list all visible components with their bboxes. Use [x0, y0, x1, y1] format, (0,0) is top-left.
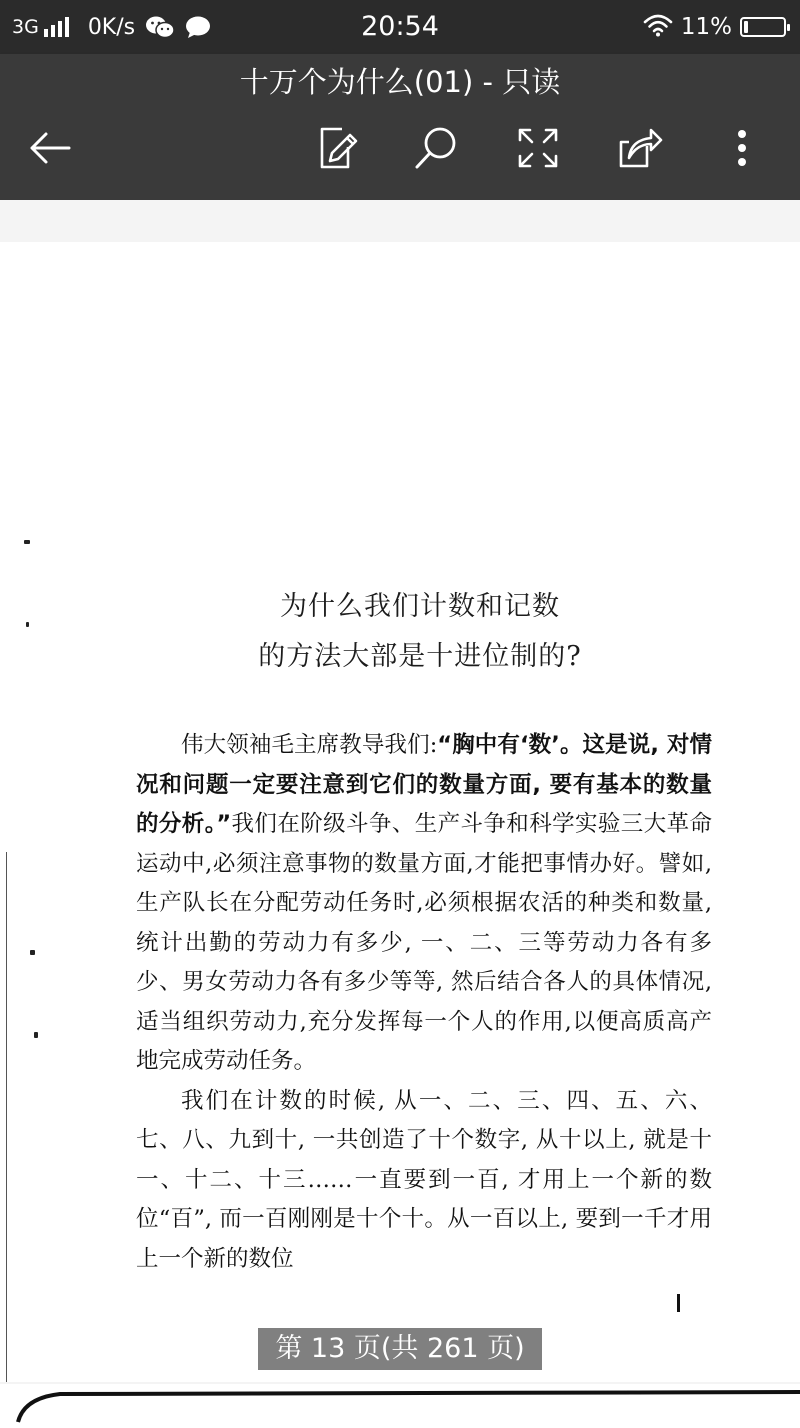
- chapter-title-line1: 为什么我们计数和记数: [280, 591, 560, 622]
- page-indicator: 第 13 页(共 261 页): [258, 1328, 542, 1370]
- back-arrow-icon: [27, 130, 73, 166]
- fullscreen-button[interactable]: [510, 120, 566, 176]
- scan-speck: [26, 622, 29, 627]
- annotate-button[interactable]: [308, 120, 364, 176]
- paragraph-1: [136, 726, 712, 1082]
- network-speed: 0K/s: [87, 14, 136, 40]
- back-button[interactable]: [22, 120, 78, 176]
- fullscreen-icon: [516, 126, 560, 170]
- edit-note-icon: [314, 125, 358, 171]
- paragraph-2: 我们在计数的时候, 从一、二、三、四、五、六、七、八、九到十, 一共创造了十个数字, 从十以上, 就是十一、十二、十三……一直要到一百, 才用上一个新的数位“百”, 而一百刚刚是十个十。从一百以上, 要到一千才用上一个新的数位: [136, 1087, 712, 1272]
- document-viewer[interactable]: [0, 200, 800, 1422]
- chapter-title-line2: 的方法大部是十进位制的?: [258, 641, 582, 672]
- scan-speck: [24, 540, 30, 544]
- status-right: [643, 12, 786, 42]
- scan-stroke: [0, 1384, 800, 1424]
- reader-toolbar: [0, 54, 800, 200]
- quote-bold: “胸中有‘数’。这是说, 对情况和问题一定要注意到它们的数量方面, 要有基本的数量的分析。”: [136, 732, 712, 837]
- wifi-icon: [643, 13, 673, 41]
- scan-speck: [34, 1032, 38, 1038]
- scan-mark: [677, 1294, 680, 1312]
- quote-intro: 伟大领袖毛主席教导我们:: [181, 732, 438, 758]
- more-options-button[interactable]: [714, 120, 770, 176]
- scan-speck: [30, 950, 35, 955]
- status-time: 20:54: [361, 11, 439, 42]
- document-page[interactable]: [0, 242, 800, 1382]
- document-title: 十万个为什么(01) - 只读: [239, 65, 561, 99]
- page-body: [136, 726, 712, 1279]
- share-icon: [617, 126, 663, 170]
- more-vertical-icon: [735, 128, 749, 168]
- status-bar: [0, 0, 800, 54]
- battery-level: [744, 21, 748, 33]
- search-icon: [413, 125, 459, 171]
- battery-icon: [740, 17, 786, 37]
- network-type: 3G: [12, 16, 39, 38]
- next-page-edge[interactable]: [0, 1384, 800, 1424]
- paragraph-1-text: 我们在阶级斗争、生产斗争和科学实验三大革命运动中,必须注意事物的数量方面,才能把事情办好。譬如,生产队长在分配劳动任务时,必须根据农活的种类和数量, 统计出勤的劳动力有多少, 一、二、三等劳动力各有多少、男女劳动力各有多少等等, 然后结合各人的具体情况,适当组织劳动力,充分发挥每一个人的作用,以便高质高产地完成劳动任务。: [136, 811, 712, 1074]
- battery-percent: 11%: [680, 14, 732, 40]
- scan-edge: [6, 852, 7, 1382]
- search-button[interactable]: [408, 120, 464, 176]
- share-button[interactable]: [612, 120, 668, 176]
